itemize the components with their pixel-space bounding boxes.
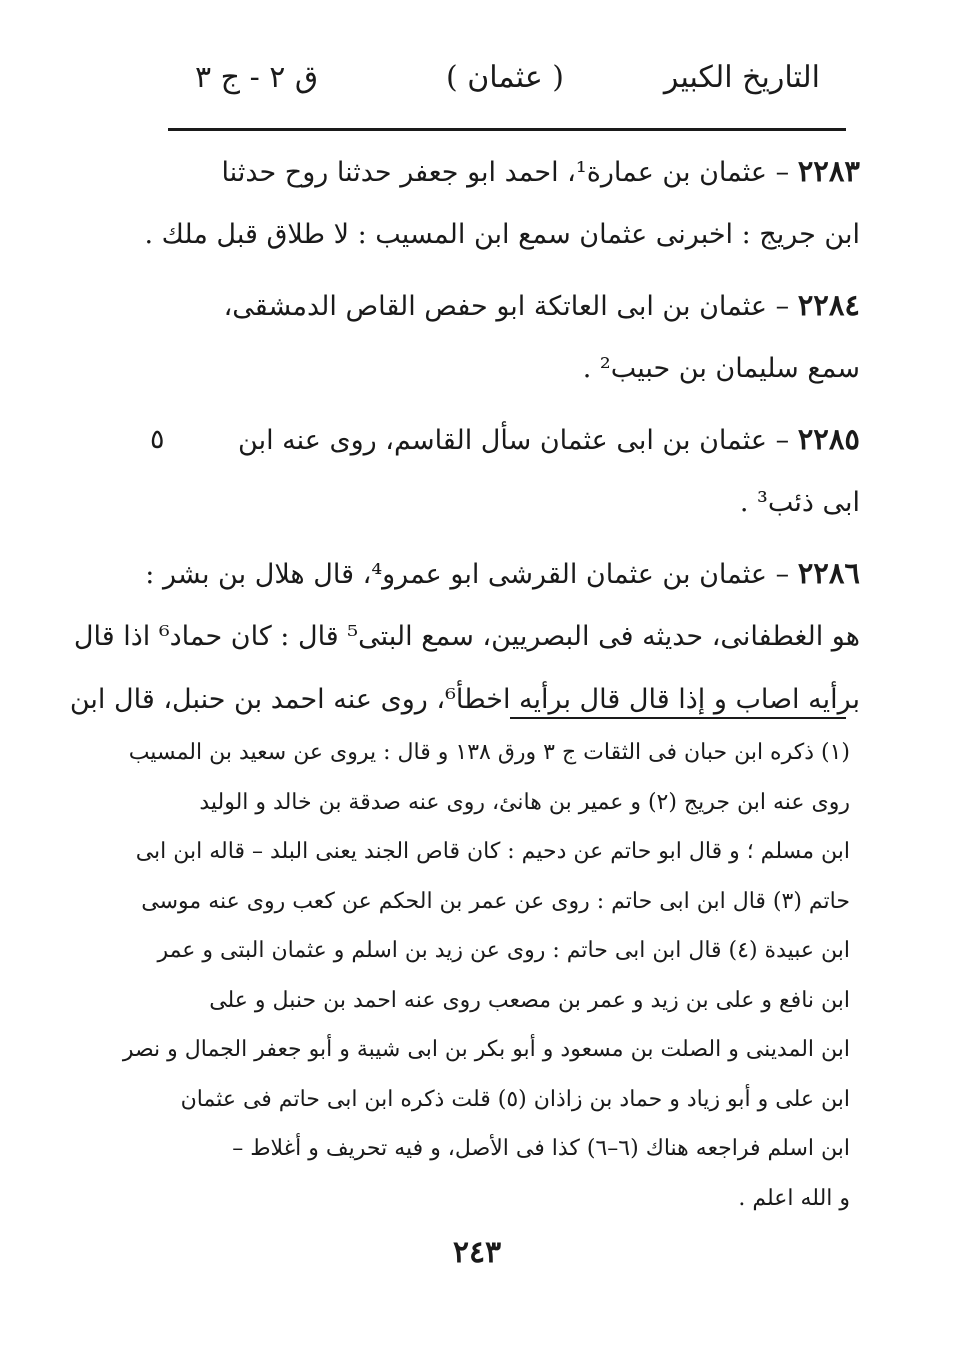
header-rule <box>168 128 846 131</box>
page-number: ٢٤٣ <box>452 1235 502 1270</box>
entry-line <box>145 542 860 605</box>
entry-text: – عثمان بن ابى العاتكة ابو حفص القاص الدمشقى، <box>223 291 790 322</box>
footnote-line: ابن عبيدة (٤) قال ابن ابى حاتم : روى عن زيد بن اسلم و عثمان البتى و عمر <box>157 938 850 963</box>
entry-line: سمع سليمان بن حبيب² . <box>582 353 860 384</box>
entry-line <box>170 274 860 337</box>
footnote-line: ابن اسلم فراجعه هناك (٦–٦) كذا فى الأصل، و فيه تحريف و أغلاط – <box>232 1136 850 1161</box>
entry <box>170 408 860 534</box>
footnote-line: ابن مسلم ؛ و قال ابو حاتم عن دحيم : كان قاص الجند يعنى البلد – قاله ابن ابى <box>135 839 850 864</box>
entry-line <box>170 140 860 203</box>
margin-line-number: ٥ <box>150 424 165 455</box>
footnote-line: ابن المدينى و الصلت بن مسعود و أبو بكر بن ابى شيبة و أبو جعفر الجمال و نصر <box>122 1037 850 1062</box>
biography-entries <box>69 140 860 731</box>
entry-line: برأيه اصاب و إذا قال قال برأيه اخطأ⁶، روى عنه احمد بن حنبل، قال ابن <box>69 684 860 715</box>
entry <box>144 140 860 266</box>
footnote-line: ابن على و أبو زياد و حماد بن زاذان (٥) قلت ذكره ابن ابى حاتم فى عثمان <box>180 1086 850 1112</box>
entry-number: ٢٢٨٣ <box>797 154 860 188</box>
footnote-line: و الله اعلم . <box>738 1185 850 1211</box>
section-title: ( عثمان ) <box>446 60 564 95</box>
footnote-line: روى عنه ابن جريج (٢) و عمير بن هانئ، روى عنه صدقة بن خالد و الوليد <box>199 789 850 815</box>
entry <box>69 542 860 731</box>
entry-text: – عثمان بن ابى عثمان سأل القاسم، روى عنه ابن <box>238 425 790 456</box>
book-title: التاريخ الكبير <box>663 60 820 95</box>
entry-line: هو الغطفانى، حديثه فى البصريين، سمع البتى⁵ قال : كان حماد⁶ اذا قال <box>73 621 860 652</box>
footnote-line: حاتم (٣) قال ابن ابى حاتم : روى عن عمر بن الحكم عن كعب روى عنه موسى <box>141 888 850 914</box>
entry-line: ابن جريج : اخبرنى عثمان سمع ابن المسيب : لا طلاق قبل ملك . <box>144 219 860 250</box>
footnote-line: (١) ذكره ابن حبان فى الثقات ج ٣ ورق ١٣٨ و قال : يروى عن سعيد بن المسيب <box>128 740 850 765</box>
entry-line: ابى ذئب³ . <box>739 487 860 518</box>
entry <box>170 274 860 400</box>
entry-text: – عثمان بن عثمان القرشى ابو عمرو⁴، قال هلال بن بشر : <box>145 559 790 590</box>
volume-reference: ق ٢ - ج ٣ <box>195 60 319 95</box>
entry-number: ٢٢٨٤ <box>797 288 860 322</box>
entry-number: ٢٢٨٥ <box>797 422 860 456</box>
entry-line <box>170 408 860 471</box>
footnote-rule <box>510 717 846 719</box>
footnotes <box>122 728 850 1223</box>
running-header <box>170 60 840 120</box>
entry-text: – عثمان بن عمارة¹، احمد ابو جعفر حدثنا روح حدثنا <box>221 157 790 188</box>
entry-number: ٢٢٨٦ <box>797 556 860 590</box>
footnote-line: ابن نافع و على بن زيد و عمر بن مصعب روى عنه احمد بن حنبل و على <box>209 987 850 1013</box>
